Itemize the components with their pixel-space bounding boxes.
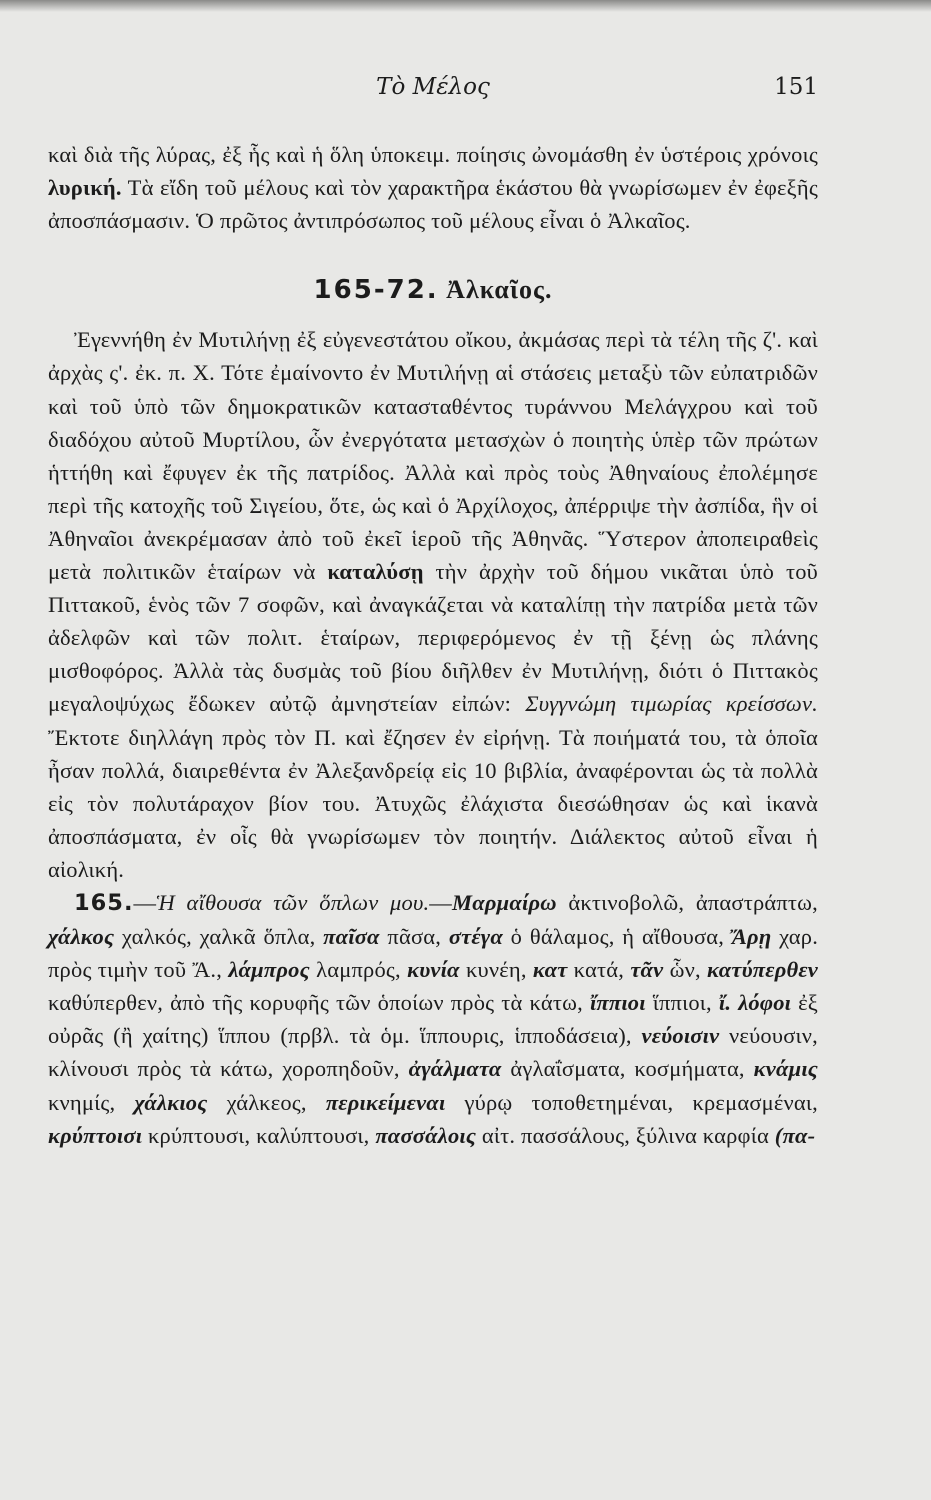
intro-paragraph	[48, 138, 818, 237]
gloss-definition: ἀκτινοβολῶ, ἀπαστράπτω,	[556, 889, 818, 915]
intro-bold-term: λυρική.	[48, 175, 122, 201]
gloss-term: χάλκος	[48, 924, 115, 950]
gloss-definition: λαμπρός,	[309, 957, 408, 983]
gloss-term: κυνία	[407, 957, 460, 983]
page-number: 151	[774, 74, 818, 100]
biography-paragraph	[48, 323, 818, 886]
gloss-term: κνάμις	[753, 1056, 819, 1082]
gloss-definition: ὧν,	[663, 957, 708, 983]
gloss-definition: ὁ θάλαμος, ἡ αἴθουσα,	[502, 924, 732, 950]
gloss-term: ἴ. λόφοι	[718, 990, 792, 1016]
gloss-term: στέγα	[448, 924, 503, 950]
gloss-definition: χαρ. πρὸς τιμὴν τοῦ Ἄ.,	[48, 924, 819, 983]
running-title: Τὸ Μέλος	[376, 74, 490, 100]
note-title: Ἡ αἴθουσα τῶν ὅπλων μου.	[156, 889, 430, 915]
section-heading	[48, 273, 818, 307]
gloss-definition: ἀγλαΐσματα, κοσμήματα,	[501, 1056, 754, 1082]
gloss-term: κατύπερθεν	[707, 957, 818, 983]
gloss-definition: πᾶσα,	[379, 924, 449, 950]
gloss-term: παῖσα	[323, 924, 380, 950]
gloss-definition: καθύπερθεν, ἀπὸ τῆς κορυφῆς τῶν ὁποίων πρὸς τὰ κάτω,	[48, 990, 590, 1016]
gloss-term: ἴππιοι	[589, 990, 646, 1016]
gloss-term: (πα-	[774, 1122, 816, 1148]
gloss-term: ἀγάλματα	[408, 1056, 502, 1082]
note-number: 165.	[74, 889, 134, 916]
section-name: Ἀλκαῖος.	[446, 275, 553, 305]
gloss-definition: κατά,	[567, 957, 631, 983]
gloss-definition: κρύπτουσι, καλύπτουσι,	[142, 1122, 376, 1148]
note-paragraph	[48, 886, 818, 1152]
gloss-term: Ἄρῃ	[731, 924, 772, 950]
gloss-definition: ἵππιοι,	[645, 990, 719, 1016]
gloss-term: κρύπτοισι	[48, 1122, 143, 1148]
gloss-definition: ἐξ οὐρᾶς (ἢ χαίτης) ἵππου (πρβλ. τὰ ὁμ. ἵππουρις, ἱπποδάσεια),	[48, 990, 818, 1049]
gloss-definition: αἰτ. πασσάλους, ξύλινα καρφία	[476, 1122, 775, 1148]
gloss-term: χάλκιος	[134, 1089, 208, 1115]
gloss-term: περικείμεναι	[325, 1089, 446, 1115]
gloss-definition: γύρῳ τοποθετημέναι, κρεμασμέναι,	[445, 1089, 818, 1115]
gloss-term: νεύοισιν	[641, 1023, 720, 1049]
section-number: 165-72.	[313, 275, 439, 306]
gloss-term: κατ	[532, 957, 568, 983]
gloss-definition: κνημίς,	[48, 1089, 135, 1115]
gloss-definition: νεύουσιν, κλίνουσι πρὸς τὰ κάτω, χοροπηδοῦν,	[48, 1023, 818, 1082]
page-header	[48, 74, 818, 110]
bio-bold-term: καταλύσῃ	[327, 559, 424, 585]
note-dash: —	[133, 889, 157, 915]
page-body	[48, 138, 818, 1152]
gloss-definition: χαλκός, χαλκᾶ ὅπλα,	[114, 924, 324, 950]
gloss-definition: κυνέη,	[459, 957, 533, 983]
gloss-term: Μαρμαίρω	[452, 889, 557, 915]
intro-text: καὶ διὰ τῆς λύρας, ἐξ ἧς καὶ ἡ ὅλη ὑποκειμ. ποίησις ὠνομάσθη ἐν ὑστέροις χρόνοις	[48, 142, 818, 167]
page-top-edge-shadow	[0, 0, 931, 12]
intro-text-rest: Τὰ εἴδη τοῦ μέλους καὶ τὸν χαρακτῆρα ἑκάστου θὰ γνωρίσωμεν ἐν ἐφεξῆς ἀποσπάσμασιν. Ὁ πρῶτος ἀντιπρόσωπος τοῦ μέλους εἶναι ὁ Ἀλκαῖος.	[48, 175, 818, 234]
bio-text-a: Ἐγεννήθη ἐν Μυτιλήνῃ ἐξ εὐγενεστάτου οἴκου, ἀκμάσας περὶ τὰ τέλη τῆς ζ'. καὶ ἀρχὰς ς'. ἐκ. π. Χ. Τότε ἐμαίνοντο ἐν Μυτιλήνῃ αἱ στάσεις μεταξὺ τῶν εὐπατριδῶν καὶ τοῦ ὑπὸ τῶν δημοκρατικῶν κατασταθέντος τυράννου Μελάγχρου καὶ τοῦ διαδόχου αὐτοῦ Μυρτίλου, ὧν ἐνεργότατα μετασχὼν ὁ ποιητὴς ὑπὲρ τῶν πρώτων ἡττήθη καὶ ἔφυγεν ἐκ τῆς πατρίδος. Ἀλλὰ καὶ πρὸς τοὺς Ἀθηναίους ἐπολέμησε περὶ τῆς κατοχῆς τοῦ Σιγείου, ὅτε, ὡς καὶ ὁ Ἀρχίλοχος, ἀπέρριψε τὴν ἀσπίδα, ἣν οἱ Ἀθηναῖοι ἀνεκρέμασαν ἀπὸ τοῦ ἐκεῖ ἱεροῦ τῆς Ἀθηνᾶς. Ὕστερον ἀποπειραθεὶς μετὰ πολιτικῶν ἑταίρων νὰ	[48, 327, 818, 585]
bio-italic-quote: Συγγνώμη τιμωρίας κρείσσων.	[525, 691, 818, 717]
gloss-term: τᾶν	[630, 957, 664, 983]
gloss-definition: χάλκεος,	[207, 1089, 326, 1115]
gloss-term: πασσάλοις	[375, 1122, 477, 1148]
gloss-term: λάμπρος	[228, 957, 310, 983]
note-dash-2: —	[429, 889, 452, 915]
bio-text-c: Ἔκτοτε διηλλάγη πρὸς τὸν Π. καὶ ἔζησεν ἐν εἰρήνῃ. Τὰ ποιήματά του, τὰ ὁποῖα ἦσαν πολλά, διαιρεθέντα ἐν Ἀλεξανδρείᾳ εἰς 10 βιβλία, ἀναφέρονται ὡς τὰ πολλὰ εἰς τὸν πολυτάραχον βίον του. Ἀτυχῶς ἐλάχιστα διεσώθησαν ὡς καὶ ἱκανὰ ἀποσπάσματα, ἐν οἷς θὰ γνωρίσωμεν τὸν ποιητήν. Διάλεκτος αὐτοῦ εἶναι ἡ αἰολική.	[48, 724, 818, 882]
bio-text-b: τὴν ἀρχὴν τοῦ δήμου νικᾶται ὑπὸ τοῦ Πιττακοῦ, ἑνὸς τῶν 7 σοφῶν, καὶ ἀναγκάζεται νὰ καταλίπῃ τὴν πατρίδα μετὰ τῶν ἀδελφῶν καὶ τῶν πολιτ. ἑταίρων, περιφερόμενος ἐν τῇ ξένῃ ὡς πλάνης μισθοφόρος. Ἀλλὰ τὰς δυσμὰς τοῦ βίου διῆλθεν ἐν Μυτιλήνῃ, διότι ὁ Πιττακὸς μεγαλοψύχως ἔδωκεν αὐτῷ ἀμνηστείαν εἰπών:	[48, 559, 819, 717]
